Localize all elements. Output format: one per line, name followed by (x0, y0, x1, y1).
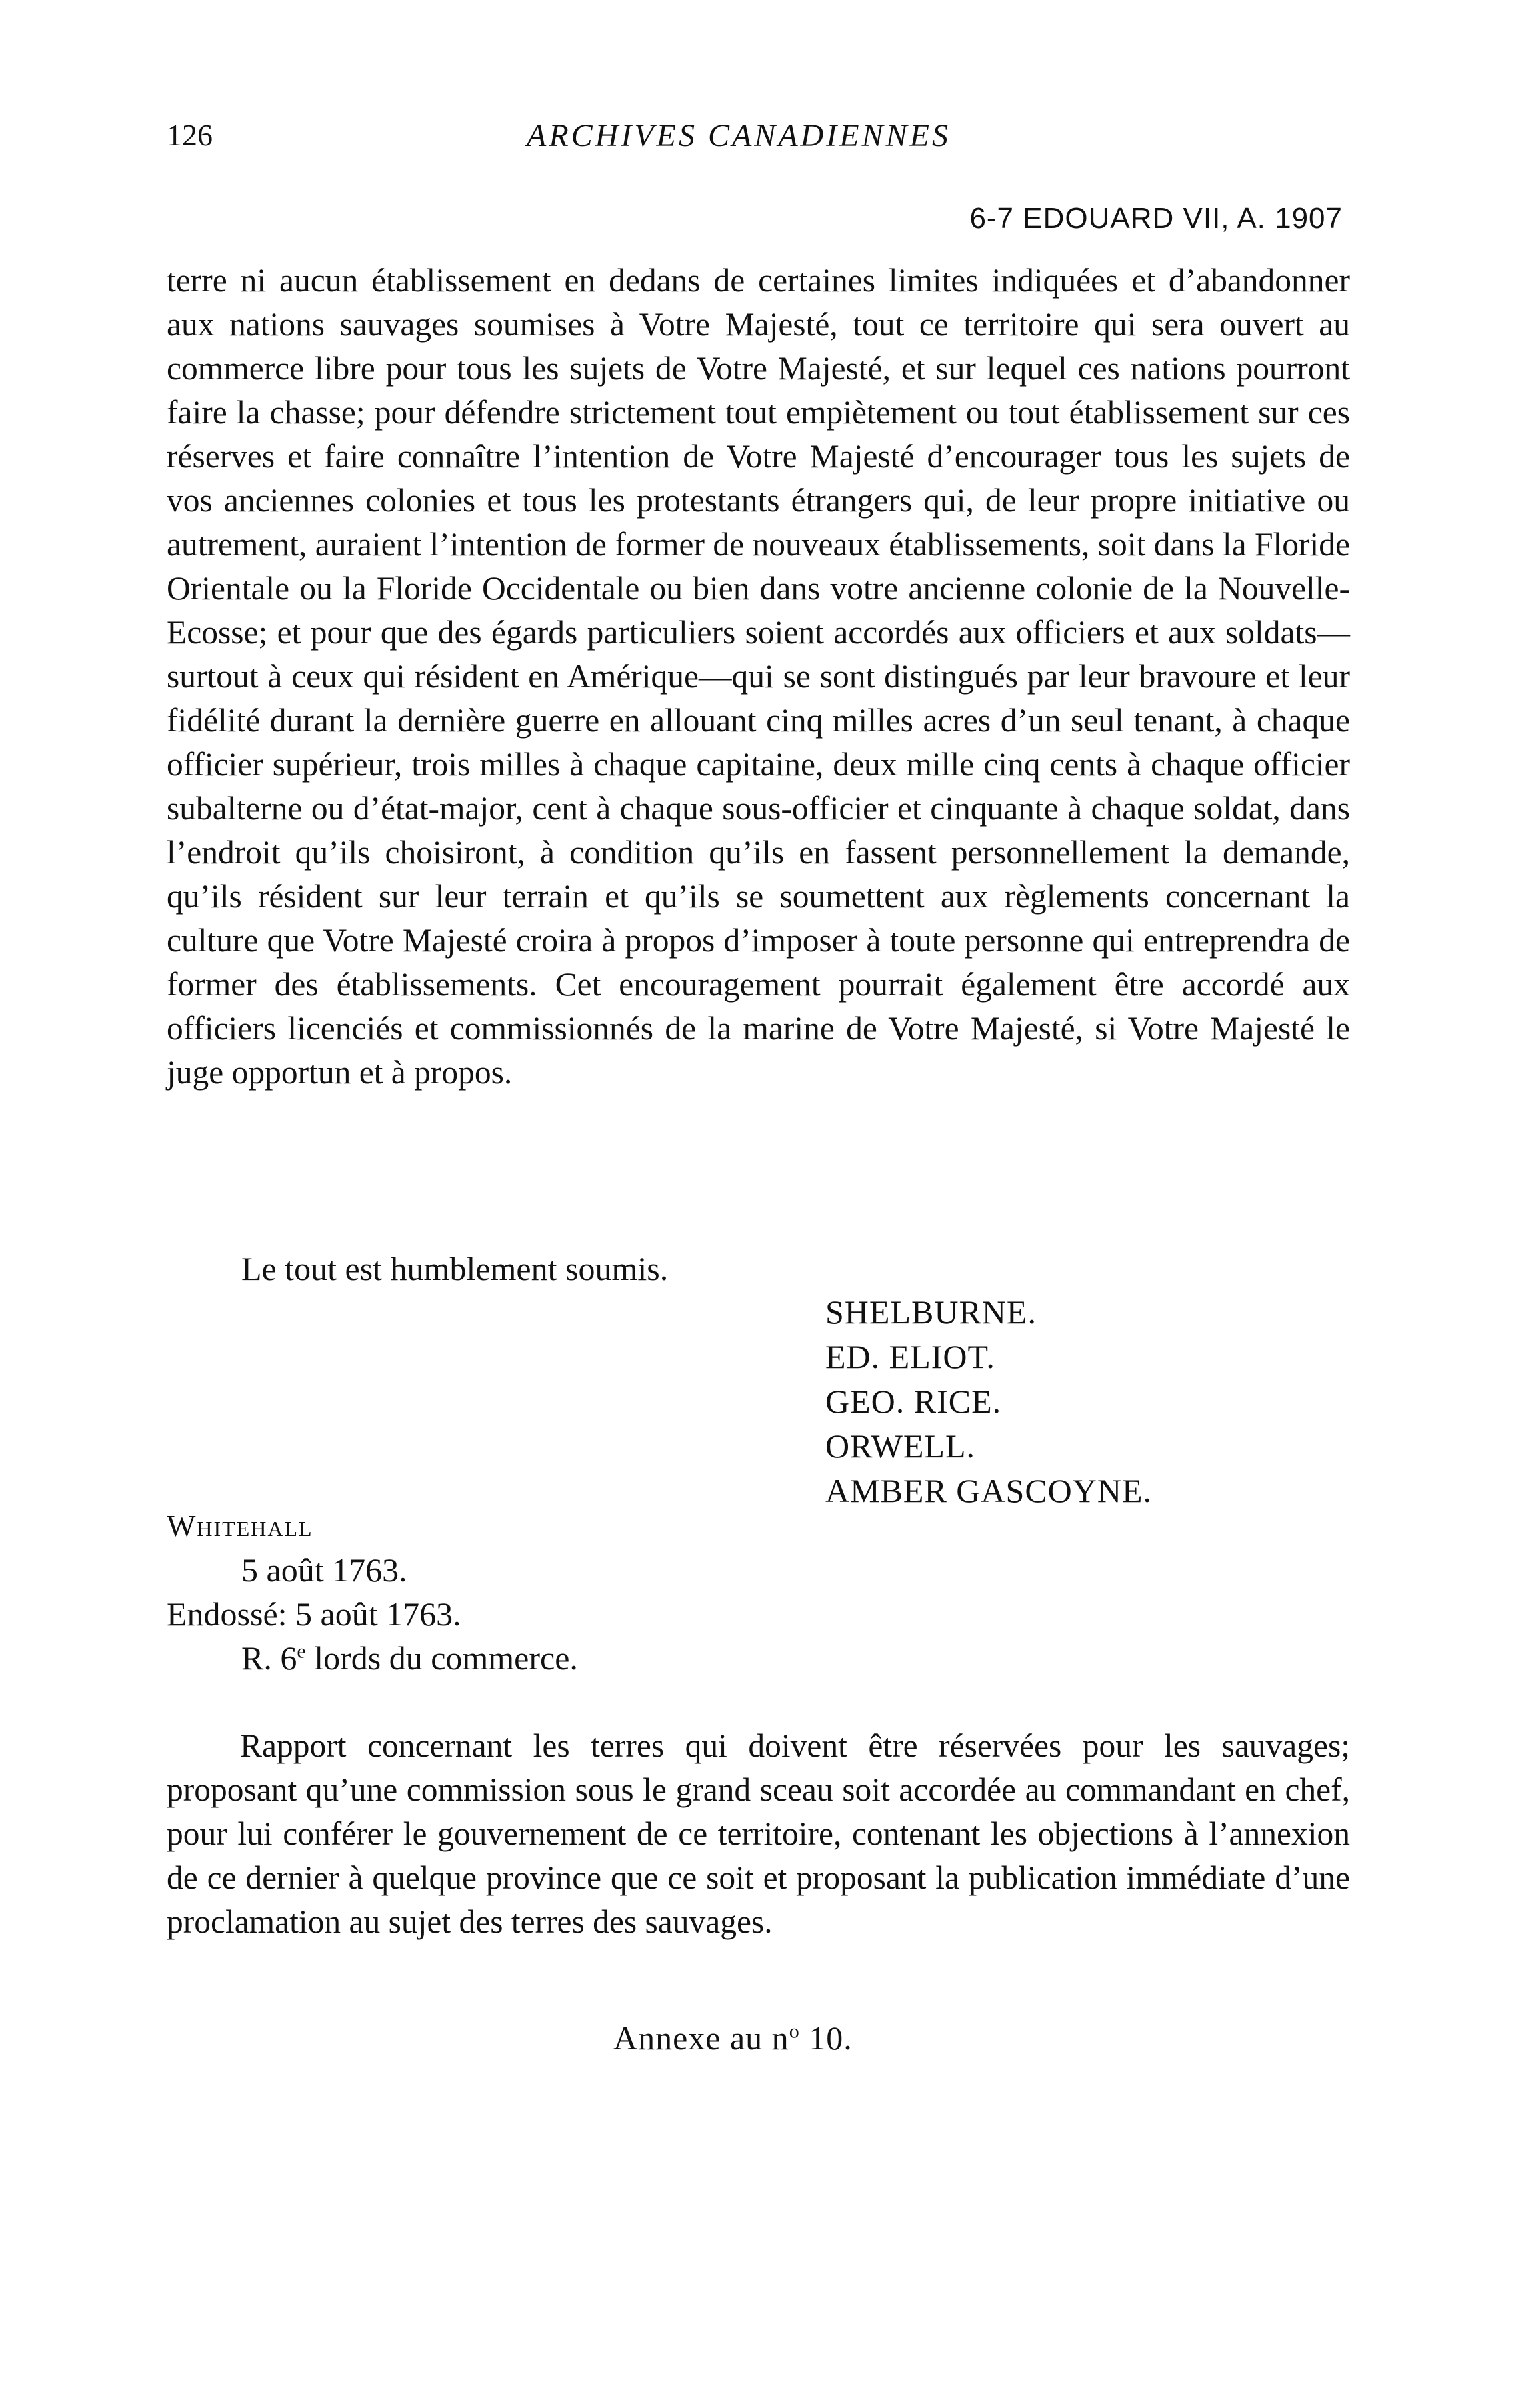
signatory: GEO. RICE. (825, 1383, 1002, 1420)
location: Whitehall (167, 1509, 313, 1543)
closing-line: Le tout est humblement soumis. (241, 1250, 669, 1287)
received-line (241, 1636, 578, 1680)
received-prefix: R. 6 (241, 1639, 297, 1677)
annex-line (613, 2016, 853, 2060)
page-number: 126 (167, 118, 213, 152)
session-label: 6-7 EDOUARD VII, A. 1907 (969, 202, 1343, 235)
body-paragraph-2: Rapport concernant les terres qui doivent être réservées pour les sauvages; proposant qu’une commission sous le grand sceau soit accordée au commandant en chef, pour lui conférer le gouvernement de ce territoire, contenant les objections à l’annexion de ce dernier à quelque province que ce soit et proposant la publication immédiate d’une proclamation au sujet des terres des sauvages. (167, 1727, 1350, 1940)
endorsed-line: Endossé: 5 août 1763. (167, 1595, 461, 1633)
body-paragraph-1: terre ni aucun établissement en dedans de certaines limites indiquées et d’abandonner aux nations sauvages soumises à Votre Majesté, tout ce territoire qui sera ouvert au commerce libre pour tous les sujets de Votre Majesté, et sur lequel ces nations pourront faire la chasse; pour défendre strictement tout empiètement ou tout établissement sur ces réserves et faire connaître l’intention de Votre Majesté d’encourager tous les sujets de vos anciennes colonies et tous les protestants étrangers qui, de leur propre initiative ou autrement, auraient l’intention de former de nouveaux établissements, soit dans la Floride Orientale ou la Floride Occidentale ou bien dans votre ancienne colonie de la Nouvelle-Ecosse; et pour que des égards particuliers soient accordés aux officiers et aux soldats—surtout à ceux qui résident en Amérique—qui se sont distingués par leur bravoure et leur fidélité durant la dernière guerre en allouant cinq milles acres d’un seul tenant, à chaque officier supérieur, trois milles à chaque capitaine, deux mille cinq cents à chaque officier subalterne ou d’état-major, cent à chaque sous-officier et cinquante à chaque soldat, dans l’endroit qu’ils choisiront, à condition qu’ils en fassent personnellement la demande, qu’ils résident sur leur terrain et qu’ils se soumettent aux règlements concernant la culture que Votre Majesté croira à propos d’imposer à toute personne qui entreprendra de former des établissements. Cet encouragement pourrait également être accordé aux officiers licenciés et commissionnés de la marine de Votre Majesté, si Votre Majesté le juge opportun et à propos. (167, 262, 1350, 1091)
signatory: AMBER GASCOYNE. (825, 1472, 1153, 1509)
received-suffix: lords du commerce. (305, 1639, 578, 1677)
signatory: ORWELL. (825, 1427, 976, 1465)
signatory: ED. ELIOT. (825, 1338, 995, 1375)
signatory: SHELBURNE. (825, 1293, 1037, 1331)
annex-superscript: o (789, 2020, 800, 2043)
annex-prefix: Annexe au n (613, 2019, 789, 2057)
running-title: ARCHIVES CANADIENNES (527, 118, 951, 153)
received-superscript: e (297, 1640, 306, 1663)
signatory-list (825, 1290, 1152, 1513)
annex-suffix: 10. (799, 2019, 853, 2057)
date-line: 5 août 1763. (241, 1551, 407, 1589)
